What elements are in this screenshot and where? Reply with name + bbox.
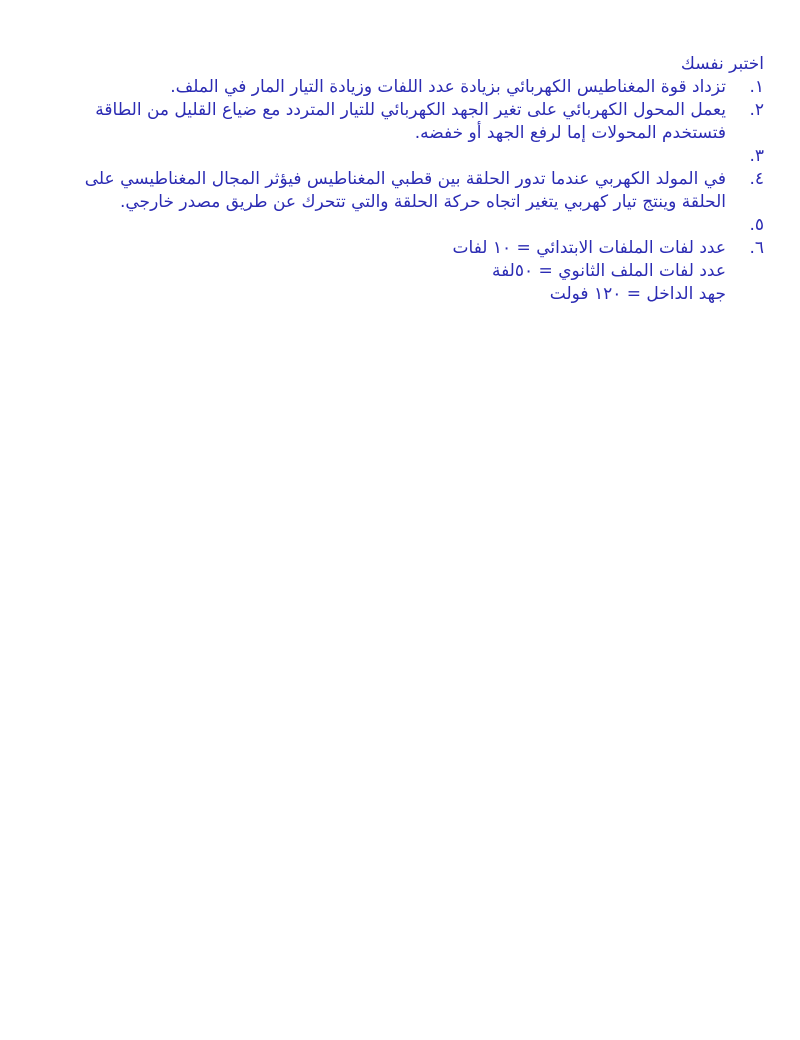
list-item-3 (64, 145, 764, 168)
list-item-5 (64, 214, 764, 237)
primary-turns-line: عدد لفات الملفات الابتدائي = ١٠ لفات (452, 238, 726, 258)
list-item-1 (64, 76, 764, 99)
item-text: تزداد قوة المغناطيس الكهربائي بزيادة عدد اللفات وزيادة التيار المار في الملف. (170, 77, 726, 97)
document-content (64, 53, 764, 306)
list-item-2 (64, 99, 764, 145)
list-item-4 (64, 168, 764, 214)
list-item-6 (64, 237, 764, 306)
item-text (64, 145, 726, 168)
item-text: يعمل المحول الكهربائي على تغير الجهد الكهربائي للتيار المتردد مع ضياع القليل من الطاقة فتستخدم المحولات إما لرفع الجهد أو خفضه. (95, 100, 726, 143)
section-heading: اختبر نفسك (680, 54, 764, 74)
secondary-turns-line: عدد لفات الملف الثانوي = ٥٠لفة (491, 261, 726, 281)
item-number: ١. (749, 77, 764, 97)
item-number: ٤. (749, 169, 764, 189)
answer-list (64, 76, 764, 306)
item-number: ٣. (749, 146, 764, 166)
item-number: ٦. (749, 238, 764, 258)
item-text (64, 214, 726, 237)
item-number: ٥. (749, 215, 764, 235)
input-voltage-line: جهد الداخل = ١٢٠ فولت (549, 284, 726, 304)
item-number: ٢. (749, 100, 764, 120)
item-text: في المولد الكهربي عندما تدور الحلقة بين قطبي المغناطيس فيؤثر المجال المغناطيسي على الحلقة وينتج تيار كهربي يتغير اتجاه حركة الحلقة والتي تتحرك عن طريق مصدر خارجي. (84, 169, 726, 212)
